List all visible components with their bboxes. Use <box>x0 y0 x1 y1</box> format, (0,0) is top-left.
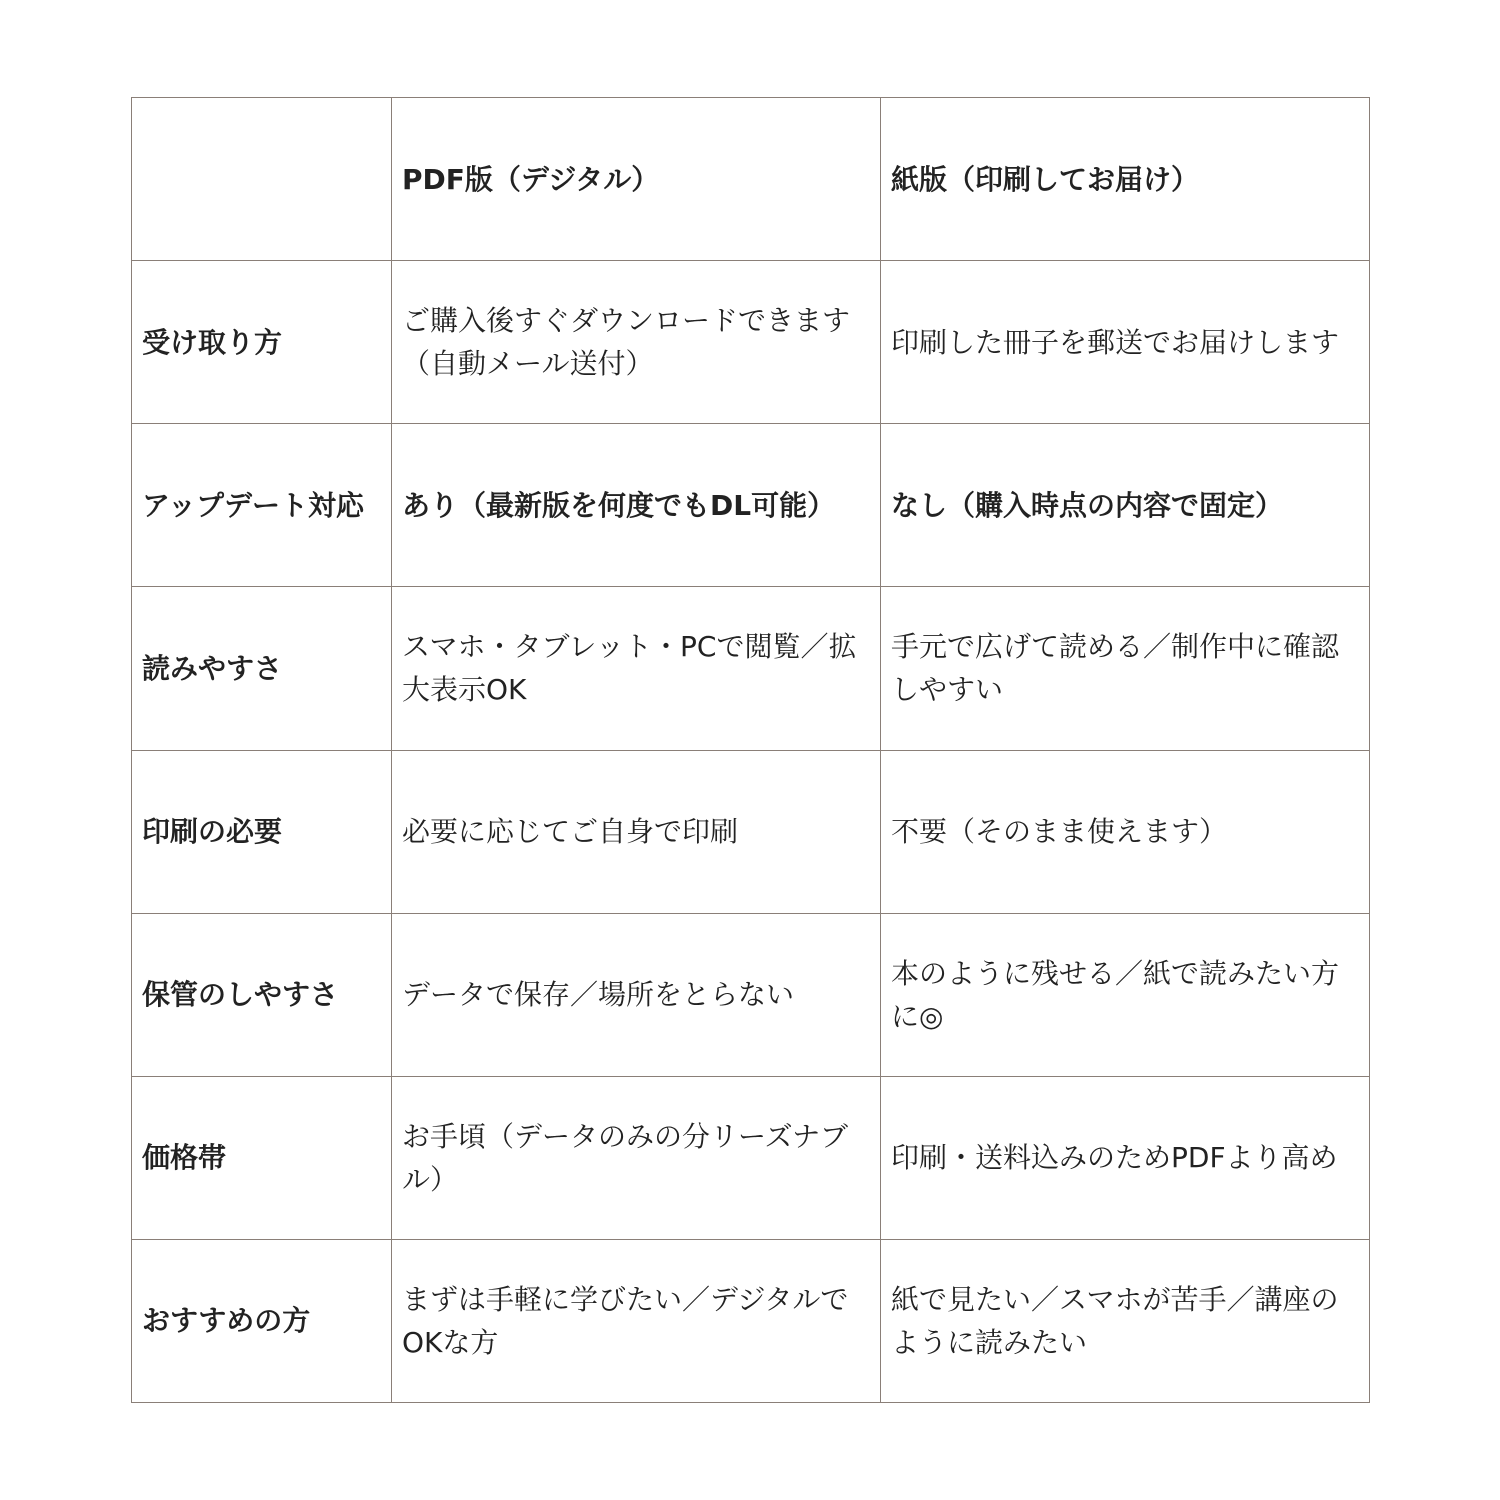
row-label-price: 価格帯 <box>132 1076 392 1239</box>
row-label-printing: 印刷の必要 <box>132 750 392 913</box>
paper-cell-price: 印刷・送料込みのためPDFより高め <box>881 1076 1370 1239</box>
pdf-cell-printing: 必要に応じてご自身で印刷 <box>392 750 881 913</box>
pdf-cell-updates: あり（最新版を何度でもDL可能） <box>392 424 881 587</box>
pdf-cell-price: お手頃（データのみの分リーズナブル） <box>392 1076 881 1239</box>
header-corner-cell <box>132 98 392 261</box>
table-row <box>132 750 1370 913</box>
paper-cell-readability: 手元で広げて読める／制作中に確認しやすい <box>881 587 1370 750</box>
paper-cell-updates: なし（購入時点の内容で固定） <box>881 424 1370 587</box>
paper-cell-printing: 不要（そのまま使えます） <box>881 750 1370 913</box>
pdf-cell-readability: スマホ・タブレット・PCで閲覧／拡大表示OK <box>392 587 881 750</box>
table-header-row <box>132 98 1370 261</box>
row-label-storage: 保管のしやすさ <box>132 913 392 1076</box>
pdf-cell-recommended: まずは手軽に学びたい／デジタルでOKな方 <box>392 1239 881 1402</box>
paper-cell-recommended: 紙で見たい／スマホが苦手／講座のように読みたい <box>881 1239 1370 1402</box>
table-row <box>132 587 1370 750</box>
row-label-receiving: 受け取り方 <box>132 261 392 424</box>
table-row <box>132 261 1370 424</box>
header-paper-version: 紙版（印刷してお届け） <box>881 98 1370 261</box>
row-label-updates: アップデート対応 <box>132 424 392 587</box>
table-row <box>132 1076 1370 1239</box>
row-label-recommended: おすすめの方 <box>132 1239 392 1402</box>
table-row <box>132 424 1370 587</box>
pdf-cell-storage: データで保存／場所をとらない <box>392 913 881 1076</box>
pdf-cell-receiving: ご購入後すぐダウンロードできます（自動メール送付） <box>392 261 881 424</box>
paper-cell-storage: 本のように残せる／紙で読みたい方に◎ <box>881 913 1370 1076</box>
table-row <box>132 1239 1370 1402</box>
comparison-table <box>131 97 1370 1403</box>
header-pdf-version: PDF版（デジタル） <box>392 98 881 261</box>
row-label-readability: 読みやすさ <box>132 587 392 750</box>
table-row <box>132 913 1370 1076</box>
paper-cell-receiving: 印刷した冊子を郵送でお届けします <box>881 261 1370 424</box>
